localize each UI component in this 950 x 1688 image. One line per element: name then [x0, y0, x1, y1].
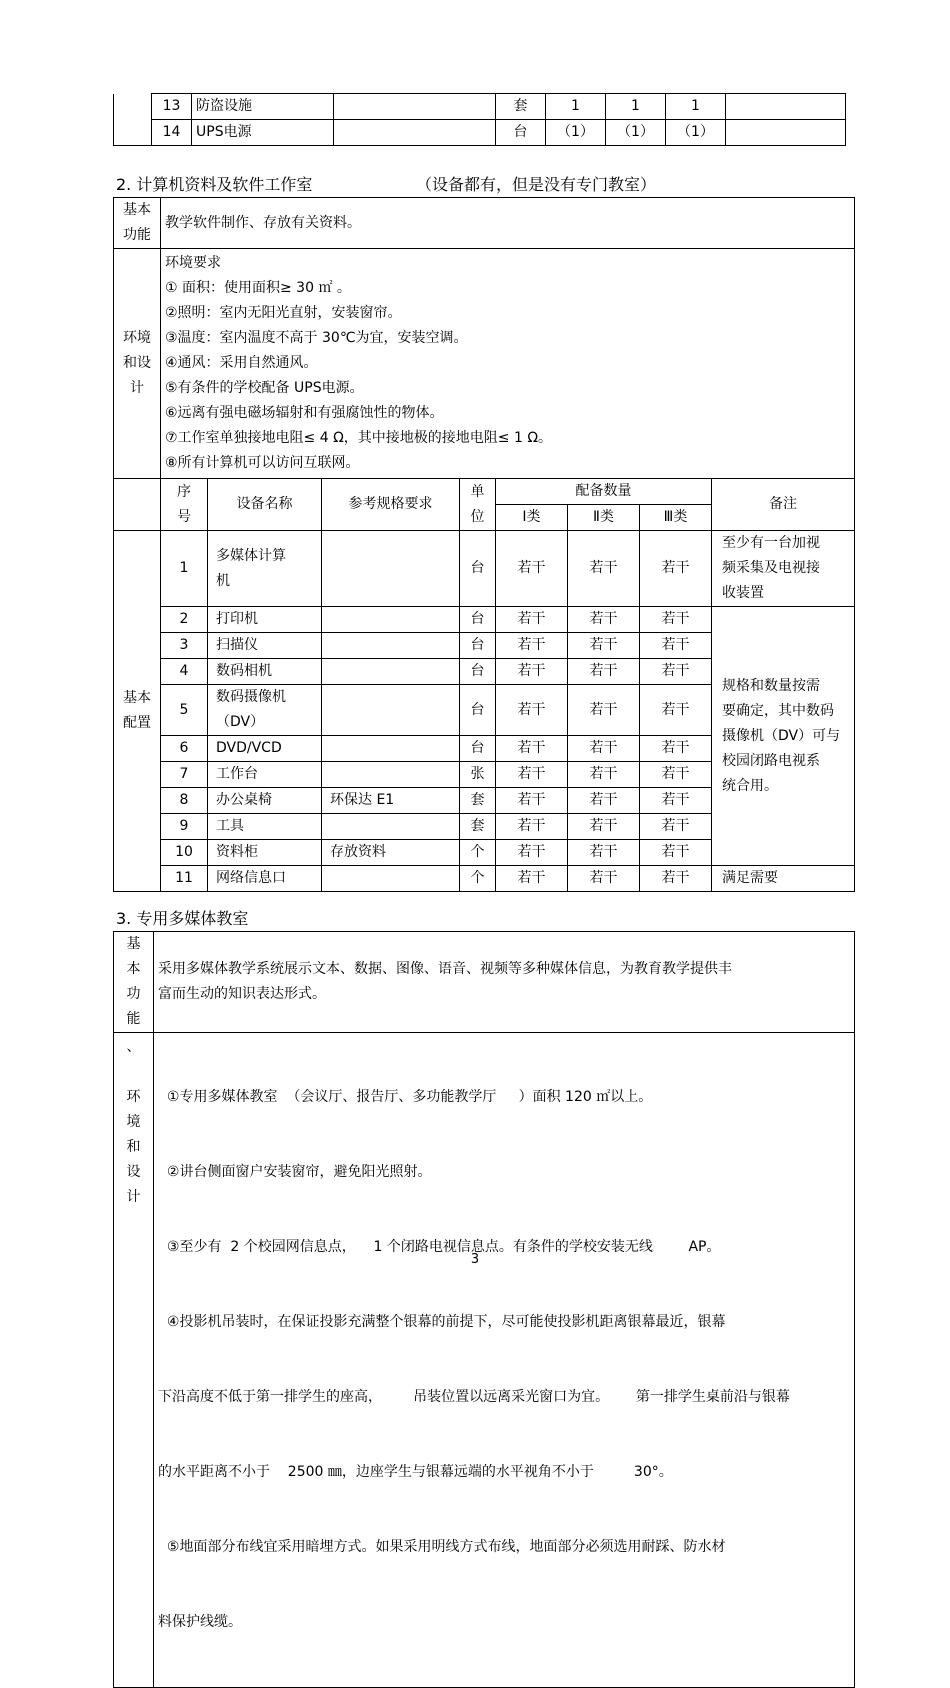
row-number: 5 [161, 685, 208, 736]
note-line: 摄像机（DV）可与 [722, 727, 841, 744]
name-line: （DV） [216, 714, 265, 730]
label-line: 序 [177, 483, 191, 500]
class1-qty: 1 [546, 94, 606, 120]
unit: 套 [460, 788, 496, 814]
label-line: 计 [126, 1189, 141, 1205]
spec [322, 685, 460, 736]
row-number: 13 [152, 94, 192, 120]
label-line: 位 [470, 508, 485, 525]
env-line: ⑤有条件的学校配备 UPS电源。 [165, 380, 364, 396]
basic-line: 富而生动的知识表达形式。 [158, 986, 326, 1002]
class2-qty: （1） [606, 120, 666, 146]
label-line: 功能 [123, 227, 151, 243]
note-line: 至少有一台加视 [722, 535, 820, 551]
class3-qty: 若干 [640, 633, 712, 659]
class2-qty: 若干 [568, 866, 640, 892]
row-number: 14 [152, 120, 192, 146]
label-line: 单 [470, 483, 485, 500]
label-line: 境 [126, 1114, 141, 1130]
class2-qty: 若干 [568, 633, 640, 659]
page-number: 3 [470, 1252, 480, 1267]
label-line: 基 [126, 936, 141, 952]
class2-qty: 若干 [568, 840, 640, 866]
class3-qty: 若干 [640, 866, 712, 892]
env-line: ④投影机吊装时，在保证投影充满整个银幕的前提下，尽可能使投影机距离银幕最近，银幕 [158, 1314, 726, 1330]
label-line: 号 [177, 508, 191, 525]
basic-line: 采用多媒体教学系统展示文本、数据、图像、语音、视频等多种媒体信息，为教育教学提供丰 [158, 961, 732, 977]
name-line: 机 [216, 572, 230, 589]
section-3-title [116, 906, 248, 929]
spec [322, 736, 460, 762]
label-line: 和 [126, 1139, 141, 1155]
note-line: 校园闭路电视系 [722, 752, 820, 769]
basic-function-text [154, 932, 855, 1033]
note-line: 规格和数量按需 [722, 677, 820, 694]
equipment-name [208, 685, 322, 736]
merged-left-cell [114, 94, 152, 146]
env-line: ⑤地面部分布线宜采用暗埋方式。如果采用明线方式布线，地面部分必须选用耐踩、防水材 [158, 1539, 726, 1555]
section-3-title-text: 3. 专用多媒体教室 [116, 909, 249, 928]
unit: 张 [460, 762, 496, 788]
spec [322, 659, 460, 685]
header-class3: Ⅲ类 [640, 505, 712, 531]
label-line: 基本 [123, 690, 151, 706]
environment-label [114, 1033, 154, 1688]
class2-qty: 若干 [568, 659, 640, 685]
equipment-name: 资料柜 [208, 840, 322, 866]
env-line: ⑧所有计算机可以访问互联网。 [165, 455, 360, 471]
env-line: ②照明：室内无阳光直射，安装窗帘。 [165, 305, 402, 321]
table-row [114, 866, 855, 892]
environment-label [114, 249, 161, 479]
unit: 个 [460, 866, 496, 892]
table-row [114, 531, 855, 607]
class2-qty: 若干 [568, 788, 640, 814]
environment-row [114, 249, 855, 479]
env-line: ③温度：室内温度不高于 30℃为宜，安装空调。 [165, 330, 468, 346]
basic-function-row [114, 198, 855, 249]
row-number: 8 [161, 788, 208, 814]
spec [322, 607, 460, 633]
section-2-subtitle [416, 172, 656, 195]
class2-qty: 若干 [568, 814, 640, 840]
class2-qty: 若干 [568, 531, 640, 607]
class3-qty: 若干 [640, 840, 712, 866]
class1-qty: 若干 [496, 607, 568, 633]
class3-qty: 若干 [640, 814, 712, 840]
equipment-name: 网络信息口 [208, 866, 322, 892]
table-row [114, 94, 846, 120]
spec [334, 120, 496, 146]
class1-qty: 若干 [496, 866, 568, 892]
spec [322, 814, 460, 840]
class2-qty: 若干 [568, 685, 640, 736]
unit: 个 [460, 840, 496, 866]
equipment-name: 数码相机 [208, 659, 322, 685]
class3-qty: 若干 [640, 659, 712, 685]
label-line: 设 [126, 1164, 141, 1180]
name-line: 多媒体计算 [216, 547, 286, 564]
row-number: 7 [161, 762, 208, 788]
env-line: ⑥远离有强电磁场辐射和有强腐蚀性的物体。 [165, 405, 444, 421]
row-number: 4 [161, 659, 208, 685]
env-line: ⑦工作室单独接地电阻≤ 4 Ω，其中接地极的接地电阻≤ 1 Ω。 [165, 430, 553, 446]
row-number: 6 [161, 736, 208, 762]
note-line: 频采集及电视接 [722, 560, 820, 576]
equipment-name: 工作台 [208, 762, 322, 788]
name-line: 数码摄像机 [216, 689, 286, 705]
label-line: 环 [126, 1089, 141, 1105]
class3-qty: 若干 [640, 788, 712, 814]
row-number: 2 [161, 607, 208, 633]
note-line: 收装置 [722, 585, 764, 601]
label-line: 计 [130, 380, 144, 396]
spec [322, 762, 460, 788]
class1-qty: 若干 [496, 685, 568, 736]
table-row [114, 120, 846, 146]
section-2-table [113, 197, 855, 892]
header-blank [114, 479, 161, 531]
merged-note [712, 607, 855, 866]
header-qty: 配备数量 [496, 479, 712, 505]
equipment-name: 工具 [208, 814, 322, 840]
class2-qty: 1 [606, 94, 666, 120]
equipment-name [208, 531, 322, 607]
class3-qty: 若干 [640, 685, 712, 736]
header-row [114, 479, 855, 505]
equipment-name: 办公桌椅 [208, 788, 322, 814]
label-line: 能 [126, 1011, 141, 1027]
spec: 环保达 E1 [322, 788, 460, 814]
class2-qty: 若干 [568, 736, 640, 762]
class1-qty: 若干 [496, 814, 568, 840]
basic-function-label [114, 198, 161, 249]
unit: 台 [460, 531, 496, 607]
label-line: 环境 [123, 330, 151, 346]
basic-function-row [114, 932, 855, 1033]
env-line: ① 面积：使用面积≥ 30 ㎡ 。 [165, 280, 351, 296]
unit: 台 [460, 607, 496, 633]
unit: 套 [496, 94, 546, 120]
class1-qty: 若干 [496, 633, 568, 659]
class1-qty: 若干 [496, 840, 568, 866]
env-line: ②讲台侧面窗户安装窗帘，避免阳光照射。 [158, 1164, 432, 1180]
env-line: 环境要求 [165, 255, 221, 271]
equipment-name: UPS电源 [192, 120, 334, 146]
row-number: 3 [161, 633, 208, 659]
section-2-title [116, 172, 312, 195]
environment-row [114, 1033, 855, 1688]
spec [322, 531, 460, 607]
note [726, 120, 846, 146]
class2-qty: 若干 [568, 607, 640, 633]
class1-qty: 若干 [496, 762, 568, 788]
section-3-table [113, 931, 855, 1688]
class1-qty: （1） [546, 120, 606, 146]
config-label [114, 531, 161, 892]
unit: 台 [460, 633, 496, 659]
label-line: 本 [126, 961, 141, 977]
table-row [114, 607, 855, 633]
note-line: 要确定，其中数码 [722, 702, 834, 719]
environment-text [154, 1033, 855, 1688]
label-line: 配置 [123, 715, 151, 731]
basic-function-label [114, 932, 154, 1033]
equipment-name: DVD/VCD [208, 736, 322, 762]
label-line: 基本 [123, 202, 151, 218]
environment-text [161, 249, 855, 479]
note-line: 统合用。 [722, 777, 778, 794]
unit: 台 [460, 736, 496, 762]
class3-qty: 若干 [640, 762, 712, 788]
row-number: 11 [161, 866, 208, 892]
header-class1: Ⅰ类 [496, 505, 568, 531]
row-number: 9 [161, 814, 208, 840]
class1-qty: 若干 [496, 788, 568, 814]
spec: 存放资料 [322, 840, 460, 866]
class3-qty: （1） [666, 120, 726, 146]
unit: 台 [460, 685, 496, 736]
label-spacer [118, 1060, 149, 1085]
note [726, 94, 846, 120]
equipment-name: 打印机 [208, 607, 322, 633]
note [712, 531, 855, 607]
section-2-title-text: 2. 计算机资料及软件工作室 [116, 175, 313, 194]
note: 满足需要 [712, 866, 855, 892]
class1-qty: 若干 [496, 659, 568, 685]
header-class2: Ⅱ类 [568, 505, 640, 531]
unit: 套 [460, 814, 496, 840]
top-equipment-table [113, 93, 846, 146]
row-number: 10 [161, 840, 208, 866]
class3-qty: 若干 [640, 736, 712, 762]
class3-qty: 若干 [640, 531, 712, 607]
env-line: 料保护线缆。 [158, 1614, 242, 1630]
env-line: 下沿高度不低于第一排学生的座高， 吊装位置以远离采光窗口为宜。 第一排学生桌前沿与银幕 [158, 1389, 790, 1405]
class2-qty: 若干 [568, 762, 640, 788]
label-line: 和设 [123, 355, 151, 371]
class3-qty: 1 [666, 94, 726, 120]
equipment-name: 防盗设施 [192, 94, 334, 120]
header-spec: 参考规格要求 [322, 479, 460, 531]
section-2-subtitle-text: （设备都有，但是没有专门教室） [416, 175, 657, 194]
row-number: 1 [161, 531, 208, 607]
unit: 台 [496, 120, 546, 146]
env-line: 的水平距离不小于 2500 ㎜，边座学生与银幕远端的水平视角不小于 30°。 [158, 1464, 673, 1480]
spec [322, 633, 460, 659]
spec [334, 94, 496, 120]
env-line: ①专用多媒体教室 （会议厅、报告厅、多功能教学厅 ）面积 120 ㎡以上。 [158, 1089, 653, 1105]
header-note: 备注 [712, 479, 855, 531]
label-line: 、 [126, 1039, 141, 1055]
header-name: 设备名称 [208, 479, 322, 531]
class1-qty: 若干 [496, 531, 568, 607]
spec [322, 866, 460, 892]
header-no [161, 479, 208, 531]
label-line: 功 [126, 986, 141, 1002]
basic-function-text: 教学软件制作、存放有关资料。 [161, 198, 855, 249]
env-line: ③至少有 2 个校园网信息点， 1 个闭路电视信息点。有条件的学校安装无线 AP。 [158, 1239, 721, 1255]
header-unit [460, 479, 496, 531]
equipment-name: 扫描仪 [208, 633, 322, 659]
class1-qty: 若干 [496, 736, 568, 762]
unit: 台 [460, 659, 496, 685]
env-line: ④通风：采用自然通风。 [165, 355, 318, 371]
class3-qty: 若干 [640, 607, 712, 633]
